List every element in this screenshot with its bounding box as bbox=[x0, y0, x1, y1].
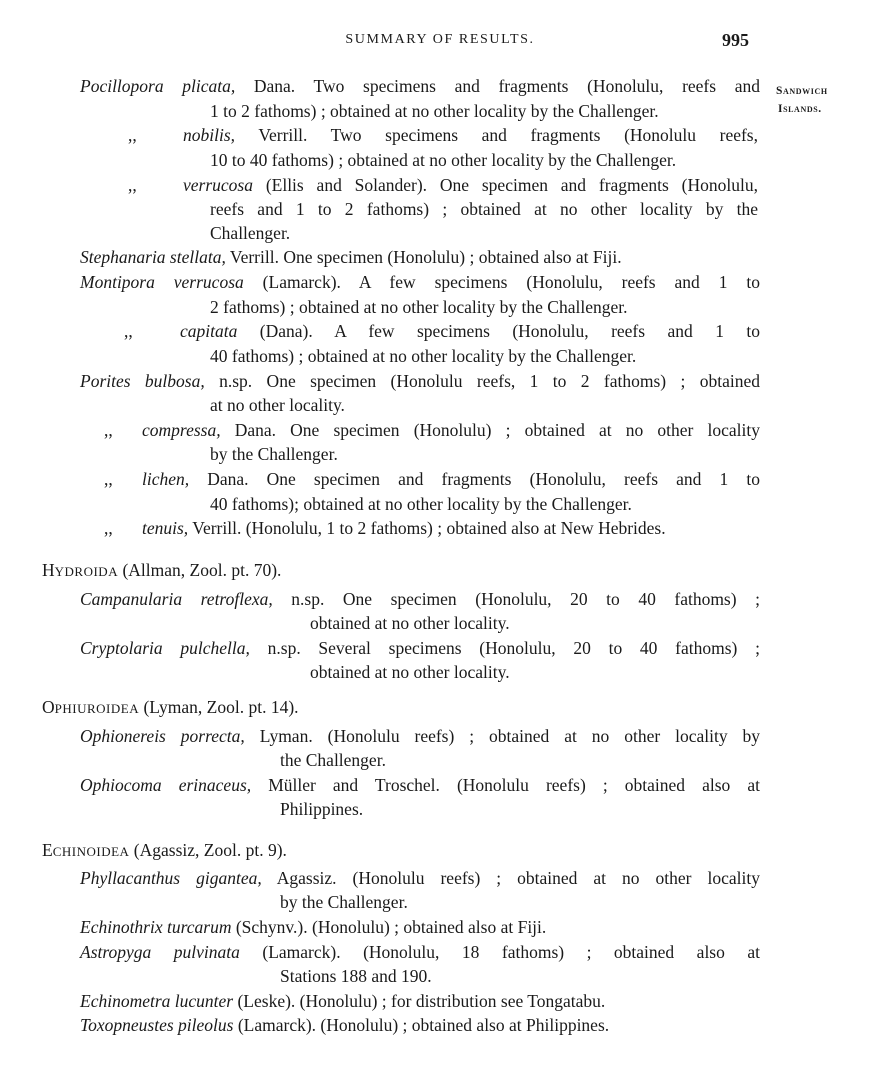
entry-line: 1 to 2 fathoms) ; obtained at no other locality by the Challenger. bbox=[210, 101, 659, 121]
entry-line: Porites bulbosa, n.sp. One specimen (Honolulu reefs, 1 to 2 fathoms) ; obtained bbox=[80, 371, 760, 391]
entry-line: by the Challenger. bbox=[280, 892, 408, 912]
margin-note-line: Islands. bbox=[778, 103, 822, 115]
entry-line: Ophionereis porrecta, Lyman. (Honolulu reefs) ; obtained at no other locality by bbox=[80, 726, 760, 746]
entry-line: 2 fathoms) ; obtained at no other locality by the Challenger. bbox=[210, 297, 628, 317]
entry-line: by the Challenger. bbox=[210, 444, 338, 464]
entry-line: Stations 188 and 190. bbox=[280, 966, 432, 986]
entry-line: Challenger. bbox=[210, 223, 291, 243]
entry-line: 10 to 40 fathoms) ; obtained at no other locality by the Challenger. bbox=[210, 150, 677, 170]
entry-line: ,, capitata (Dana). A few specimens (Honolulu, reefs and 1 to bbox=[124, 321, 760, 341]
entry-line: Campanularia retroflexa, n.sp. One specimen (Honolulu, 20 to 40 fathoms) ; bbox=[80, 589, 760, 609]
entry-line: ,, nobilis, Verrill. Two specimens and fragments (Honolulu reefs, bbox=[128, 125, 758, 145]
entry-line: 40 fathoms); obtained at no other locality by the Challenger. bbox=[210, 494, 632, 514]
entry-line: Echinothrix turcarum (Schynv.). (Honolulu) ; obtained also at Fiji. bbox=[80, 917, 547, 937]
entry-line: obtained at no other locality. bbox=[310, 662, 510, 682]
entry-line: Montipora verrucosa (Lamarck). A few specimens (Honolulu, reefs and 1 to bbox=[80, 272, 760, 292]
entry-line: ,, tenuis, Verrill. (Honolulu, 1 to 2 fathoms) ; obtained also at New Hebrides. bbox=[104, 518, 666, 538]
entry-line: ,, verrucosa (Ellis and Solander). One specimen and fragments (Honolulu, bbox=[128, 175, 758, 195]
entry-line: 40 fathoms) ; obtained at no other locality by the Challenger. bbox=[210, 346, 637, 366]
entry-line: Ophiocoma erinaceus, Müller and Troschel. (Honolulu reefs) ; obtained also at bbox=[80, 775, 760, 795]
entry-line: Pocillopora plicata, Dana. Two specimens and fragments (Honolulu, reefs and bbox=[80, 76, 760, 96]
entry-line: ,, lichen, Dana. One specimen and fragments (Honolulu, reefs and 1 to bbox=[104, 469, 760, 489]
section-heading: HYDROIDA (Allman, Zool. pt. 70). bbox=[42, 560, 282, 580]
entry-line: at no other locality. bbox=[210, 395, 345, 415]
running-header-title: SUMMARY OF RESULTS. bbox=[345, 32, 535, 47]
section-heading: ECHINOIDEA (Agassiz, Zool. pt. 9). bbox=[42, 840, 287, 860]
margin-note-line: Sandwich bbox=[776, 85, 828, 97]
entry-line: Stephanaria stellata, Verrill. One specimen (Honolulu) ; obtained also at Fiji. bbox=[80, 247, 622, 267]
entry-line: obtained at no other locality. bbox=[310, 613, 510, 633]
page-number: 995 bbox=[722, 30, 749, 50]
entry-line: ,, compressa, Dana. One specimen (Honolulu) ; obtained at no other locality bbox=[104, 420, 760, 440]
entry-line: reefs and 1 to 2 fathoms) ; obtained at no other locality by the bbox=[210, 199, 758, 219]
entry-line: Toxopneustes pileolus (Lamarck). (Honolulu) ; obtained also at Philippines. bbox=[80, 1015, 610, 1035]
entry-line: Phyllacanthus gigantea, Agassiz. (Honolulu reefs) ; obtained at no other locality bbox=[80, 868, 760, 888]
entry-line: Astropyga pulvinata (Lamarck). (Honolulu, 18 fathoms) ; obtained also at bbox=[80, 942, 760, 962]
entry-line: Echinometra lucunter (Leske). (Honolulu) ; for distribution see Tongatabu. bbox=[80, 991, 606, 1011]
entry-line: the Challenger. bbox=[280, 750, 386, 770]
section-heading: OPHIUROIDEA (Lyman, Zool. pt. 14). bbox=[42, 697, 299, 717]
entry-line: Philippines. bbox=[280, 799, 364, 819]
margin-note bbox=[776, 82, 828, 118]
entry-line: Cryptolaria pulchella, n.sp. Several specimens (Honolulu, 20 to 40 fathoms) ; bbox=[80, 638, 760, 658]
